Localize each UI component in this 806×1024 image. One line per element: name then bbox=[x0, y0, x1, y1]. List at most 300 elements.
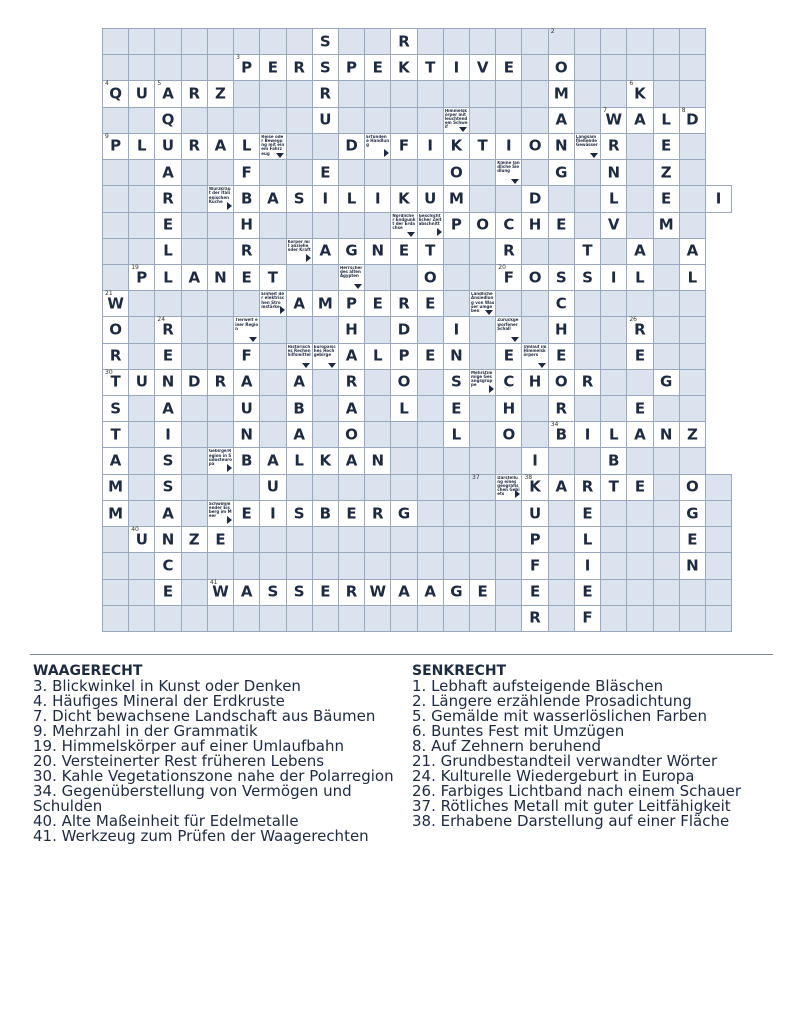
letter-cell[interactable] bbox=[207, 579, 234, 606]
empty-cell[interactable] bbox=[443, 474, 470, 501]
letter-cell[interactable] bbox=[443, 343, 470, 370]
empty-cell[interactable] bbox=[102, 185, 129, 212]
empty-cell[interactable] bbox=[626, 185, 653, 212]
empty-cell[interactable] bbox=[705, 552, 732, 579]
empty-cell[interactable] bbox=[338, 28, 365, 55]
empty-cell[interactable] bbox=[102, 54, 129, 81]
letter-cell[interactable] bbox=[679, 238, 706, 265]
empty-cell[interactable] bbox=[102, 526, 129, 553]
empty-cell[interactable] bbox=[207, 107, 234, 134]
empty-cell[interactable] bbox=[390, 264, 417, 291]
letter-cell[interactable] bbox=[154, 133, 181, 160]
letter-cell[interactable] bbox=[312, 500, 339, 527]
letter-cell[interactable] bbox=[154, 343, 181, 370]
empty-cell[interactable] bbox=[653, 343, 680, 370]
empty-cell[interactable] bbox=[364, 107, 391, 134]
letter-cell[interactable] bbox=[312, 80, 339, 107]
empty-cell[interactable] bbox=[128, 421, 155, 448]
empty-cell[interactable] bbox=[128, 212, 155, 239]
letter-cell[interactable] bbox=[102, 343, 129, 370]
letter-cell[interactable] bbox=[443, 133, 470, 160]
empty-cell[interactable] bbox=[443, 447, 470, 474]
empty-cell[interactable] bbox=[417, 159, 444, 186]
letter-cell[interactable] bbox=[286, 369, 313, 396]
letter-cell[interactable] bbox=[233, 369, 260, 396]
empty-cell[interactable] bbox=[548, 28, 575, 55]
empty-cell[interactable] bbox=[521, 395, 548, 422]
empty-cell[interactable] bbox=[495, 605, 522, 632]
letter-cell[interactable] bbox=[548, 421, 575, 448]
clue-cell[interactable] bbox=[312, 343, 339, 370]
letter-cell[interactable] bbox=[521, 369, 548, 396]
letter-cell[interactable] bbox=[286, 579, 313, 606]
letter-cell[interactable] bbox=[154, 526, 181, 553]
empty-cell[interactable] bbox=[679, 28, 706, 55]
empty-cell[interactable] bbox=[469, 447, 496, 474]
letter-cell[interactable] bbox=[390, 133, 417, 160]
letter-cell[interactable] bbox=[521, 264, 548, 291]
letter-cell[interactable] bbox=[312, 159, 339, 186]
empty-cell[interactable] bbox=[574, 212, 601, 239]
letter-cell[interactable] bbox=[181, 369, 208, 396]
letter-cell[interactable] bbox=[207, 526, 234, 553]
empty-cell[interactable] bbox=[469, 80, 496, 107]
empty-cell[interactable] bbox=[390, 474, 417, 501]
letter-cell[interactable] bbox=[154, 212, 181, 239]
empty-cell[interactable] bbox=[653, 395, 680, 422]
empty-cell[interactable] bbox=[574, 28, 601, 55]
letter-cell[interactable] bbox=[128, 80, 155, 107]
letter-cell[interactable] bbox=[102, 80, 129, 107]
empty-cell[interactable] bbox=[469, 395, 496, 422]
letter-cell[interactable] bbox=[338, 185, 365, 212]
letter-cell[interactable] bbox=[679, 500, 706, 527]
letter-cell[interactable] bbox=[233, 264, 260, 291]
letter-cell[interactable] bbox=[102, 474, 129, 501]
empty-cell[interactable] bbox=[653, 447, 680, 474]
letter-cell[interactable] bbox=[679, 264, 706, 291]
empty-cell[interactable] bbox=[259, 316, 286, 343]
empty-cell[interactable] bbox=[181, 474, 208, 501]
empty-cell[interactable] bbox=[679, 369, 706, 396]
empty-cell[interactable] bbox=[705, 605, 732, 632]
letter-cell[interactable] bbox=[181, 264, 208, 291]
letter-cell[interactable] bbox=[469, 579, 496, 606]
empty-cell[interactable] bbox=[338, 526, 365, 553]
empty-cell[interactable] bbox=[469, 238, 496, 265]
letter-cell[interactable] bbox=[154, 579, 181, 606]
empty-cell[interactable] bbox=[521, 159, 548, 186]
empty-cell[interactable] bbox=[548, 552, 575, 579]
empty-cell[interactable] bbox=[128, 343, 155, 370]
empty-cell[interactable] bbox=[679, 290, 706, 317]
empty-cell[interactable] bbox=[207, 54, 234, 81]
letter-cell[interactable] bbox=[548, 395, 575, 422]
letter-cell[interactable] bbox=[495, 421, 522, 448]
letter-cell[interactable] bbox=[259, 579, 286, 606]
letter-cell[interactable] bbox=[705, 185, 732, 212]
letter-cell[interactable] bbox=[548, 159, 575, 186]
letter-cell[interactable] bbox=[521, 133, 548, 160]
letter-cell[interactable] bbox=[521, 579, 548, 606]
empty-cell[interactable] bbox=[443, 238, 470, 265]
empty-cell[interactable] bbox=[338, 474, 365, 501]
letter-cell[interactable] bbox=[207, 264, 234, 291]
empty-cell[interactable] bbox=[128, 238, 155, 265]
empty-cell[interactable] bbox=[286, 159, 313, 186]
letter-cell[interactable] bbox=[653, 421, 680, 448]
empty-cell[interactable] bbox=[679, 447, 706, 474]
empty-cell[interactable] bbox=[364, 159, 391, 186]
empty-cell[interactable] bbox=[417, 28, 444, 55]
empty-cell[interactable] bbox=[259, 526, 286, 553]
letter-cell[interactable] bbox=[259, 264, 286, 291]
letter-cell[interactable] bbox=[653, 133, 680, 160]
letter-cell[interactable] bbox=[417, 185, 444, 212]
letter-cell[interactable] bbox=[600, 474, 627, 501]
empty-cell[interactable] bbox=[181, 212, 208, 239]
empty-cell[interactable] bbox=[128, 54, 155, 81]
empty-cell[interactable] bbox=[653, 500, 680, 527]
letter-cell[interactable] bbox=[338, 133, 365, 160]
letter-cell[interactable] bbox=[154, 159, 181, 186]
empty-cell[interactable] bbox=[128, 552, 155, 579]
empty-cell[interactable] bbox=[626, 54, 653, 81]
letter-cell[interactable] bbox=[364, 290, 391, 317]
letter-cell[interactable] bbox=[233, 579, 260, 606]
letter-cell[interactable] bbox=[574, 238, 601, 265]
letter-cell[interactable] bbox=[128, 133, 155, 160]
empty-cell[interactable] bbox=[705, 474, 732, 501]
empty-cell[interactable] bbox=[417, 500, 444, 527]
letter-cell[interactable] bbox=[390, 316, 417, 343]
empty-cell[interactable] bbox=[417, 395, 444, 422]
empty-cell[interactable] bbox=[574, 107, 601, 134]
letter-cell[interactable] bbox=[364, 185, 391, 212]
clue-cell[interactable] bbox=[521, 343, 548, 370]
empty-cell[interactable] bbox=[679, 395, 706, 422]
empty-cell[interactable] bbox=[128, 447, 155, 474]
empty-cell[interactable] bbox=[469, 474, 496, 501]
letter-cell[interactable] bbox=[626, 474, 653, 501]
empty-cell[interactable] bbox=[548, 526, 575, 553]
empty-cell[interactable] bbox=[128, 474, 155, 501]
empty-cell[interactable] bbox=[312, 369, 339, 396]
empty-cell[interactable] bbox=[259, 80, 286, 107]
letter-cell[interactable] bbox=[364, 343, 391, 370]
empty-cell[interactable] bbox=[626, 526, 653, 553]
empty-cell[interactable] bbox=[548, 605, 575, 632]
letter-cell[interactable] bbox=[390, 343, 417, 370]
empty-cell[interactable] bbox=[653, 54, 680, 81]
empty-cell[interactable] bbox=[626, 290, 653, 317]
empty-cell[interactable] bbox=[207, 28, 234, 55]
letter-cell[interactable] bbox=[653, 212, 680, 239]
letter-cell[interactable] bbox=[548, 107, 575, 134]
empty-cell[interactable] bbox=[574, 54, 601, 81]
empty-cell[interactable] bbox=[443, 290, 470, 317]
empty-cell[interactable] bbox=[286, 80, 313, 107]
empty-cell[interactable] bbox=[495, 290, 522, 317]
letter-cell[interactable] bbox=[574, 500, 601, 527]
empty-cell[interactable] bbox=[312, 552, 339, 579]
empty-cell[interactable] bbox=[128, 316, 155, 343]
letter-cell[interactable] bbox=[521, 605, 548, 632]
empty-cell[interactable] bbox=[574, 447, 601, 474]
empty-cell[interactable] bbox=[233, 552, 260, 579]
letter-cell[interactable] bbox=[286, 421, 313, 448]
letter-cell[interactable] bbox=[154, 552, 181, 579]
letter-cell[interactable] bbox=[679, 552, 706, 579]
empty-cell[interactable] bbox=[417, 552, 444, 579]
letter-cell[interactable] bbox=[626, 343, 653, 370]
empty-cell[interactable] bbox=[259, 212, 286, 239]
letter-cell[interactable] bbox=[495, 264, 522, 291]
empty-cell[interactable] bbox=[364, 421, 391, 448]
empty-cell[interactable] bbox=[338, 552, 365, 579]
empty-cell[interactable] bbox=[705, 579, 732, 606]
empty-cell[interactable] bbox=[259, 395, 286, 422]
letter-cell[interactable] bbox=[390, 579, 417, 606]
letter-cell[interactable] bbox=[207, 133, 234, 160]
empty-cell[interactable] bbox=[312, 421, 339, 448]
letter-cell[interactable] bbox=[443, 579, 470, 606]
empty-cell[interactable] bbox=[469, 343, 496, 370]
letter-cell[interactable] bbox=[417, 238, 444, 265]
letter-cell[interactable] bbox=[233, 343, 260, 370]
empty-cell[interactable] bbox=[600, 290, 627, 317]
empty-cell[interactable] bbox=[128, 579, 155, 606]
letter-cell[interactable] bbox=[286, 185, 313, 212]
letter-cell[interactable] bbox=[338, 238, 365, 265]
empty-cell[interactable] bbox=[154, 605, 181, 632]
empty-cell[interactable] bbox=[233, 290, 260, 317]
letter-cell[interactable] bbox=[574, 264, 601, 291]
clue-cell[interactable] bbox=[574, 133, 601, 160]
empty-cell[interactable] bbox=[574, 316, 601, 343]
letter-cell[interactable] bbox=[626, 80, 653, 107]
empty-cell[interactable] bbox=[469, 500, 496, 527]
empty-cell[interactable] bbox=[286, 316, 313, 343]
empty-cell[interactable] bbox=[469, 526, 496, 553]
empty-cell[interactable] bbox=[495, 552, 522, 579]
letter-cell[interactable] bbox=[548, 133, 575, 160]
letter-cell[interactable] bbox=[128, 264, 155, 291]
empty-cell[interactable] bbox=[495, 447, 522, 474]
empty-cell[interactable] bbox=[364, 526, 391, 553]
empty-cell[interactable] bbox=[626, 28, 653, 55]
letter-cell[interactable] bbox=[626, 316, 653, 343]
letter-cell[interactable] bbox=[312, 54, 339, 81]
letter-cell[interactable] bbox=[233, 421, 260, 448]
empty-cell[interactable] bbox=[417, 447, 444, 474]
empty-cell[interactable] bbox=[626, 579, 653, 606]
empty-cell[interactable] bbox=[207, 238, 234, 265]
letter-cell[interactable] bbox=[548, 264, 575, 291]
empty-cell[interactable] bbox=[128, 159, 155, 186]
letter-cell[interactable] bbox=[574, 579, 601, 606]
empty-cell[interactable] bbox=[364, 28, 391, 55]
empty-cell[interactable] bbox=[102, 605, 129, 632]
empty-cell[interactable] bbox=[102, 107, 129, 134]
empty-cell[interactable] bbox=[443, 605, 470, 632]
empty-cell[interactable] bbox=[102, 238, 129, 265]
empty-cell[interactable] bbox=[338, 107, 365, 134]
letter-cell[interactable] bbox=[521, 185, 548, 212]
empty-cell[interactable] bbox=[600, 579, 627, 606]
empty-cell[interactable] bbox=[128, 605, 155, 632]
empty-cell[interactable] bbox=[364, 395, 391, 422]
letter-cell[interactable] bbox=[154, 447, 181, 474]
empty-cell[interactable] bbox=[390, 107, 417, 134]
letter-cell[interactable] bbox=[128, 526, 155, 553]
letter-cell[interactable] bbox=[548, 316, 575, 343]
letter-cell[interactable] bbox=[338, 316, 365, 343]
letter-cell[interactable] bbox=[495, 369, 522, 396]
empty-cell[interactable] bbox=[600, 526, 627, 553]
empty-cell[interactable] bbox=[364, 264, 391, 291]
empty-cell[interactable] bbox=[600, 54, 627, 81]
empty-cell[interactable] bbox=[574, 343, 601, 370]
letter-cell[interactable] bbox=[286, 290, 313, 317]
letter-cell[interactable] bbox=[154, 421, 181, 448]
letter-cell[interactable] bbox=[390, 238, 417, 265]
empty-cell[interactable] bbox=[181, 159, 208, 186]
letter-cell[interactable] bbox=[574, 474, 601, 501]
empty-cell[interactable] bbox=[181, 316, 208, 343]
letter-cell[interactable] bbox=[653, 159, 680, 186]
letter-cell[interactable] bbox=[338, 579, 365, 606]
clue-cell[interactable] bbox=[469, 369, 496, 396]
empty-cell[interactable] bbox=[128, 28, 155, 55]
letter-cell[interactable] bbox=[102, 290, 129, 317]
empty-cell[interactable] bbox=[495, 526, 522, 553]
letter-cell[interactable] bbox=[548, 54, 575, 81]
empty-cell[interactable] bbox=[259, 421, 286, 448]
letter-cell[interactable] bbox=[574, 552, 601, 579]
empty-cell[interactable] bbox=[181, 343, 208, 370]
letter-cell[interactable] bbox=[443, 395, 470, 422]
letter-cell[interactable] bbox=[521, 552, 548, 579]
empty-cell[interactable] bbox=[521, 238, 548, 265]
empty-cell[interactable] bbox=[181, 552, 208, 579]
empty-cell[interactable] bbox=[312, 316, 339, 343]
letter-cell[interactable] bbox=[259, 474, 286, 501]
empty-cell[interactable] bbox=[469, 107, 496, 134]
clue-cell[interactable] bbox=[259, 290, 286, 317]
empty-cell[interactable] bbox=[679, 316, 706, 343]
letter-cell[interactable] bbox=[443, 421, 470, 448]
letter-cell[interactable] bbox=[417, 54, 444, 81]
letter-cell[interactable] bbox=[259, 54, 286, 81]
empty-cell[interactable] bbox=[233, 80, 260, 107]
letter-cell[interactable] bbox=[312, 107, 339, 134]
letter-cell[interactable] bbox=[443, 159, 470, 186]
clue-cell[interactable] bbox=[233, 316, 260, 343]
empty-cell[interactable] bbox=[626, 369, 653, 396]
empty-cell[interactable] bbox=[600, 395, 627, 422]
empty-cell[interactable] bbox=[312, 395, 339, 422]
letter-cell[interactable] bbox=[495, 212, 522, 239]
letter-cell[interactable] bbox=[233, 133, 260, 160]
empty-cell[interactable] bbox=[312, 526, 339, 553]
letter-cell[interactable] bbox=[521, 474, 548, 501]
letter-cell[interactable] bbox=[364, 579, 391, 606]
empty-cell[interactable] bbox=[207, 316, 234, 343]
empty-cell[interactable] bbox=[259, 605, 286, 632]
letter-cell[interactable] bbox=[600, 133, 627, 160]
letter-cell[interactable] bbox=[626, 107, 653, 134]
empty-cell[interactable] bbox=[128, 290, 155, 317]
letter-cell[interactable] bbox=[364, 238, 391, 265]
clue-cell[interactable] bbox=[443, 107, 470, 134]
empty-cell[interactable] bbox=[312, 605, 339, 632]
empty-cell[interactable] bbox=[102, 212, 129, 239]
letter-cell[interactable] bbox=[154, 474, 181, 501]
letter-cell[interactable] bbox=[259, 185, 286, 212]
empty-cell[interactable] bbox=[154, 290, 181, 317]
empty-cell[interactable] bbox=[548, 579, 575, 606]
letter-cell[interactable] bbox=[679, 421, 706, 448]
empty-cell[interactable] bbox=[364, 80, 391, 107]
empty-cell[interactable] bbox=[521, 80, 548, 107]
empty-cell[interactable] bbox=[233, 526, 260, 553]
empty-cell[interactable] bbox=[417, 474, 444, 501]
letter-cell[interactable] bbox=[338, 500, 365, 527]
empty-cell[interactable] bbox=[233, 474, 260, 501]
empty-cell[interactable] bbox=[364, 369, 391, 396]
empty-cell[interactable] bbox=[233, 28, 260, 55]
letter-cell[interactable] bbox=[390, 54, 417, 81]
letter-cell[interactable] bbox=[653, 185, 680, 212]
letter-cell[interactable] bbox=[548, 343, 575, 370]
letter-cell[interactable] bbox=[679, 474, 706, 501]
letter-cell[interactable] bbox=[443, 185, 470, 212]
empty-cell[interactable] bbox=[705, 526, 732, 553]
empty-cell[interactable] bbox=[443, 500, 470, 527]
letter-cell[interactable] bbox=[390, 395, 417, 422]
clue-cell[interactable] bbox=[338, 264, 365, 291]
empty-cell[interactable] bbox=[574, 395, 601, 422]
letter-cell[interactable] bbox=[364, 447, 391, 474]
empty-cell[interactable] bbox=[574, 80, 601, 107]
empty-cell[interactable] bbox=[338, 159, 365, 186]
empty-cell[interactable] bbox=[495, 185, 522, 212]
letter-cell[interactable] bbox=[653, 369, 680, 396]
letter-cell[interactable] bbox=[417, 579, 444, 606]
letter-cell[interactable] bbox=[574, 369, 601, 396]
empty-cell[interactable] bbox=[102, 552, 129, 579]
empty-cell[interactable] bbox=[102, 264, 129, 291]
letter-cell[interactable] bbox=[102, 395, 129, 422]
empty-cell[interactable] bbox=[417, 107, 444, 134]
letter-cell[interactable] bbox=[443, 212, 470, 239]
empty-cell[interactable] bbox=[286, 526, 313, 553]
letter-cell[interactable] bbox=[233, 395, 260, 422]
letter-cell[interactable] bbox=[181, 80, 208, 107]
empty-cell[interactable] bbox=[364, 474, 391, 501]
empty-cell[interactable] bbox=[679, 605, 706, 632]
letter-cell[interactable] bbox=[390, 290, 417, 317]
letter-cell[interactable] bbox=[600, 212, 627, 239]
empty-cell[interactable] bbox=[469, 316, 496, 343]
empty-cell[interactable] bbox=[521, 54, 548, 81]
empty-cell[interactable] bbox=[495, 28, 522, 55]
empty-cell[interactable] bbox=[286, 552, 313, 579]
empty-cell[interactable] bbox=[286, 133, 313, 160]
clue-cell[interactable] bbox=[207, 185, 234, 212]
letter-cell[interactable] bbox=[495, 343, 522, 370]
